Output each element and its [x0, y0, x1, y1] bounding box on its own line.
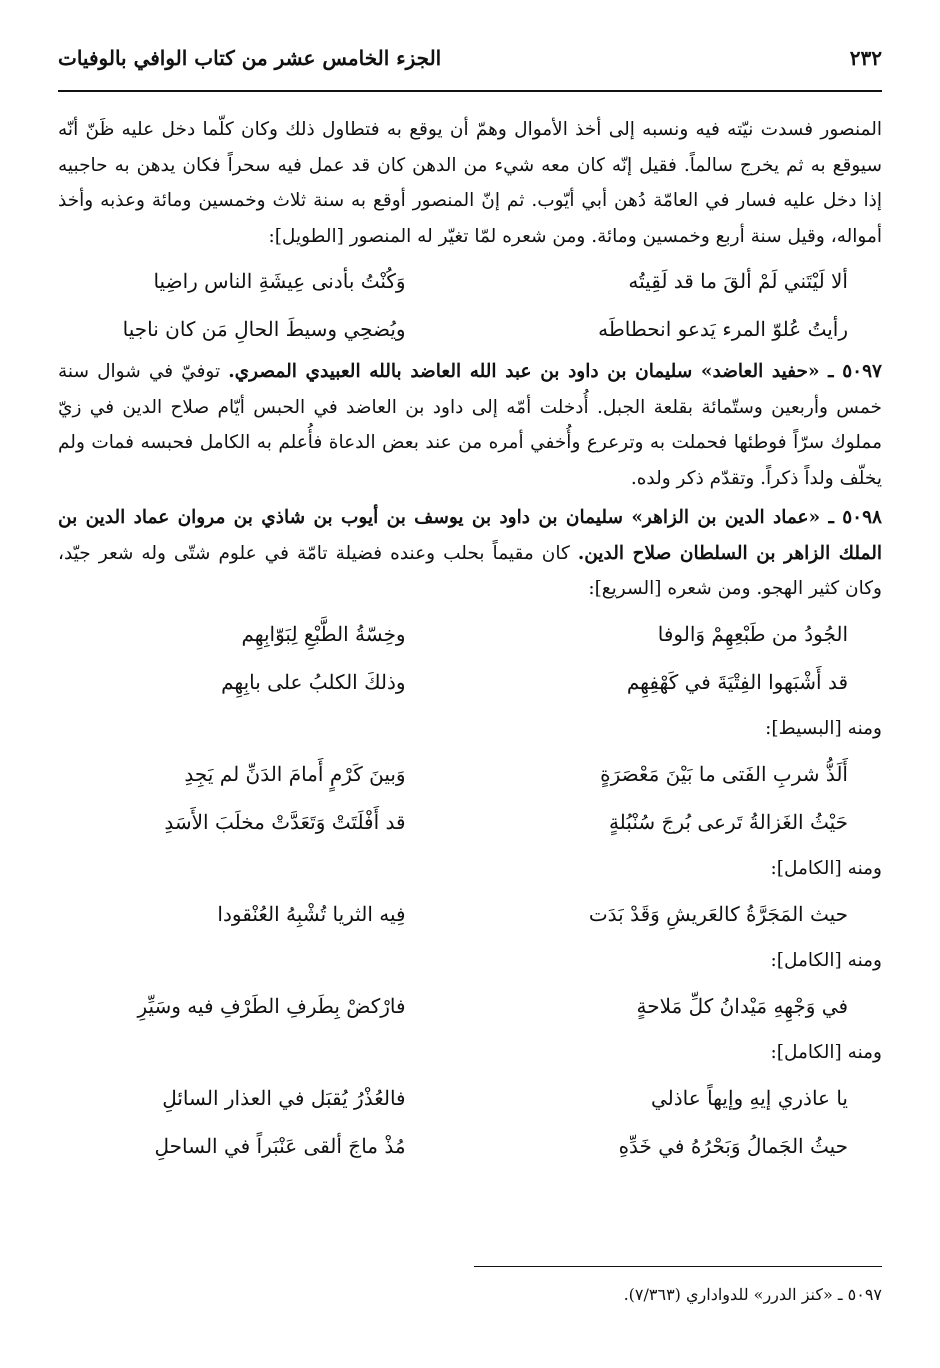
meter-label: ومنه [الكامل]: — [770, 1041, 882, 1063]
poem-basit — [58, 751, 882, 847]
verse-first-hemistich: ألا لَيْتَني لَمْ ألقَ ما قد لَقِيتُه — [628, 269, 848, 294]
verse — [58, 1075, 848, 1123]
verse-first-hemistich: رأيتُ عُلوّ المرء يَدعو انحطاطَه — [598, 317, 848, 342]
footnote: ٥٠٩٧ ـ «كنز الدرر» للدواداري (٧/٣٦٣). — [623, 1285, 882, 1304]
verse-first-hemistich: الجُودُ من طَبْعِهِمْ وَالوفا — [657, 621, 848, 646]
verse-first-hemistich: يا عاذري إيهِ وإيهاً عاذلي — [651, 1085, 848, 1110]
verse-second-hemistich: وخِسّةُ الطَّبْعِ لِبَوّابِهِم — [241, 621, 406, 646]
paragraph-continuation: المنصور فسدت نيّته فيه ونسبه إلى أخذ الأموال وهمّ أن يوقع به فتطاول ذلك وكان كلّما دخل عليه ظَنّ أنّه سيوقع به ثم يخرج سالماً. فقيل إنّه كان معه شيء من الدهن كان قد عمل فيه سحراً فكان يدهن به حاجبيه إذا دخل عليه فسار في العامّة دُهن أبي أيّوب. ثم إنّ المنصور أوقع به سنة ثلاث وخمسين ومائة وعذبه وأخذ أمواله، وقيل سنة أربع وخمسين ومائة. ومن شعره لمّا تغيّر له المنصور [الطويل]: — [58, 119, 882, 247]
verse-second-hemistich: ويُضحِي وسيطَ الحالِ مَن كان ناجيا — [122, 317, 406, 342]
verse — [58, 799, 848, 847]
verse-first-hemistich: أَلَذُّ شربِ الفَتى ما بَيْنَ مَعْصَرَةٍ — [600, 761, 848, 786]
verse — [58, 306, 848, 354]
verse — [58, 983, 848, 1031]
poem-kamil — [58, 983, 882, 1031]
page-number: ٢٣٢ — [849, 46, 882, 70]
poem-sari — [58, 611, 882, 707]
page-header — [58, 36, 882, 80]
meter-label: ومنه [الكامل]: — [770, 949, 882, 971]
entry-5097 — [58, 354, 882, 496]
verse-second-hemistich: مُذْ ماجَ ألقى عَنْبَراً في الساحلِ — [154, 1133, 406, 1158]
verse-second-hemistich: قد أَفْلَتَتْ وَتَعَدَّتْ مخلَبَ الأَسَدِ — [164, 809, 406, 834]
verse-first-hemistich: حَيْثُ الغَزالةُ تَرعى بُرجَ سُنْبُلةٍ — [608, 809, 848, 834]
poem-kamil — [58, 891, 882, 939]
meter-label: ومنه [البسيط]: — [765, 717, 882, 739]
verse-first-hemistich: حيثُ الجَمالُ وَبَحْرُهُ في خَدِّهِ — [618, 1133, 848, 1158]
entry-heading: ٥٠٩٨ ـ «عماد الدين بن الزاهر» سليمان بن داود بن يوسف بن أيوب بن شاذي بن مروان عماد الدين بن الملك الزاهر بن السلطان صلاح الدين. — [58, 507, 882, 564]
footnote-divider — [474, 1266, 882, 1267]
verse — [58, 1123, 848, 1171]
verse-second-hemistich: وَبينَ كَرْمٍ أَمامَ الدَنِّ لم يَجِدِ — [184, 761, 406, 786]
verse — [58, 611, 848, 659]
verse-first-hemistich: في وَجْهِهِ مَيْدانُ كلِّ مَلاحةٍ — [636, 993, 848, 1018]
entry-text: توفيّ في شوال سنة خمس وأربعين وستّمائة بقلعة الجبل. أُدخلت أمّه إلى داود بن العاضد في الحبس أيّام صلاح الدين في زيّ مملوك سرّاً فوطئها فحملت به وترعرع وأُخفي أمره من عند بعض الدعاة فأُعلم به الكامل فحبسه فمات ولم يخلّف ولداً ذكراً. وتقدّم ذكر ولده. — [58, 361, 882, 489]
running-title: الجزء الخامس عشر من كتاب الوافي بالوفيات — [58, 46, 442, 70]
verse-second-hemistich: فارْكضْ بِطَرفِ الطَرْفِ فيه وسَيِّرِ — [137, 993, 406, 1018]
verse-second-hemistich: وذلكَ الكلبُ على بابِهِم — [221, 669, 406, 694]
verse-first-hemistich: حيث المَجَرَّةُ كالعَريشِ وَقَدْ بَدَت — [588, 901, 848, 926]
verse — [58, 891, 848, 939]
meter-label: ومنه [الكامل]: — [770, 857, 882, 879]
verse-second-hemistich: وَكُنْتُ بأدنى عِيشَةِ الناس راضِيا — [153, 269, 406, 294]
poem-tawil — [58, 258, 882, 354]
verse — [58, 258, 848, 306]
verse-second-hemistich: فِيه الثريا تُشْبِهُ العُنْقودا — [217, 901, 406, 926]
entry-text: كان مقيماً بحلب وعنده فضيلة تامّة في علوم شتّى وله شعر جيّد، وكان كثير الهجو. ومن شعره [السريع]: — [58, 542, 882, 599]
page-body — [58, 112, 882, 1171]
header-divider — [58, 90, 882, 92]
poem-kamil — [58, 1075, 882, 1171]
verse-second-hemistich: فالعُذْرُ يُقبَل في العذار السائلِ — [162, 1085, 406, 1110]
verse — [58, 751, 848, 799]
verse — [58, 659, 848, 707]
entry-5098 — [58, 500, 882, 607]
book-page — [58, 0, 882, 1368]
entry-heading: ٥٠٩٧ ـ «حفيد العاضد» سليمان بن داود بن عبد الله العاضد بالله العبيدي المصري. — [228, 361, 882, 382]
verse-first-hemistich: قد أَشْبَهوا الفِتْيَةَ في كَهْفِهِم — [626, 669, 848, 694]
